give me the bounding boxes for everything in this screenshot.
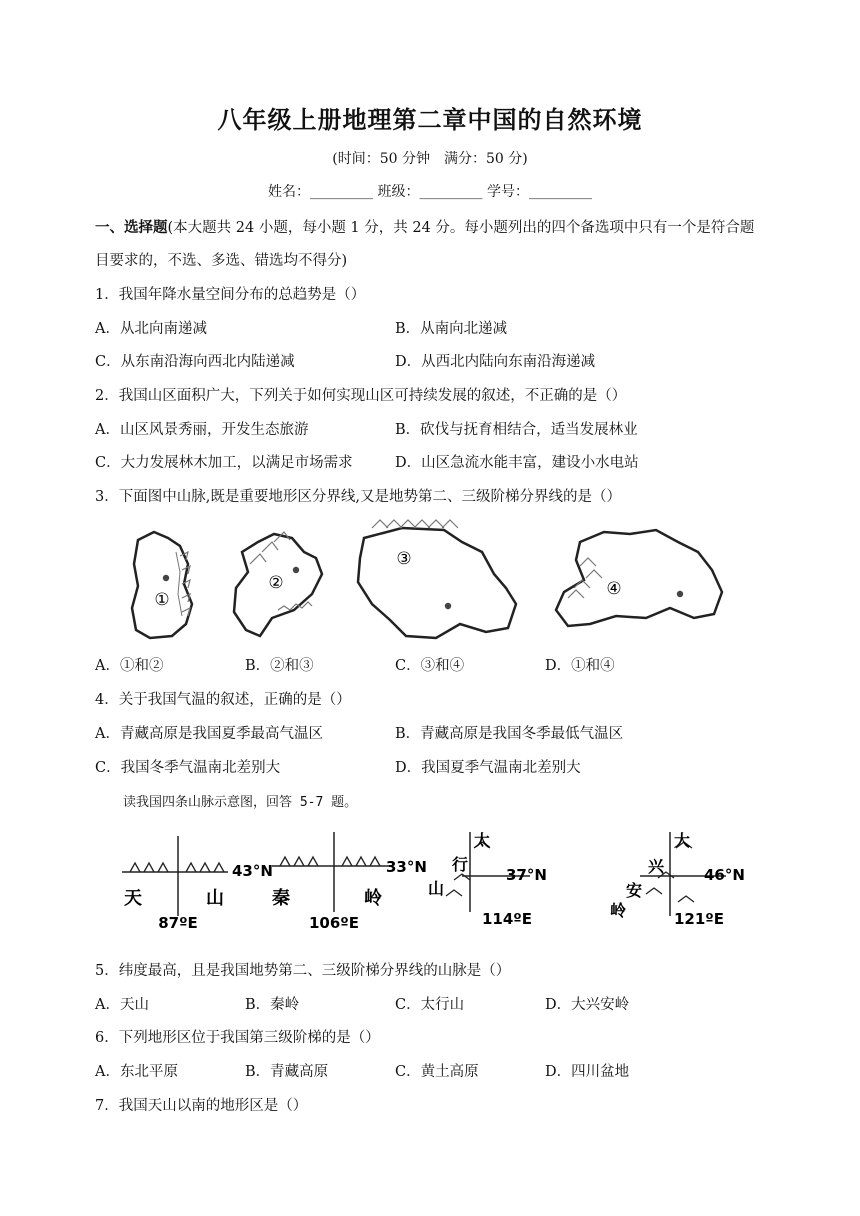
tianshan-label-right: 山 xyxy=(206,888,224,909)
q3-option-c: C．③和④ xyxy=(395,658,465,674)
q6-option-b: B．青藏高原 xyxy=(245,1064,329,1080)
q1-option-a: A．从北向南递减 xyxy=(95,321,207,337)
tianshan-label-left: 天 xyxy=(124,888,142,909)
q5-option-a: A．天山 xyxy=(95,997,149,1013)
daxinganling-char-3: 安 xyxy=(626,881,643,900)
q6-option-a: A．东北平原 xyxy=(95,1064,178,1080)
section-heading-line xyxy=(95,216,754,237)
qinling-lon: 106ºE xyxy=(308,914,360,932)
q5-option-c: C．太行山 xyxy=(395,997,465,1013)
map-label-2: ② xyxy=(268,573,284,593)
taihang-diagram xyxy=(428,831,547,928)
q1-option-c: C．从东南沿海向西北内陆递减 xyxy=(95,354,295,370)
taihang-lon: 114ºE xyxy=(482,910,533,928)
q6-option-c: C．黄土高原 xyxy=(395,1064,479,1080)
q2-option-a: A．山区风景秀丽，开发生态旅游 xyxy=(95,422,309,438)
q6-option-d: D．四川盆地 xyxy=(545,1064,630,1080)
taihang-char-3: 山 xyxy=(428,879,445,898)
taihang-char-2: 行 xyxy=(452,855,469,874)
daxinganling-char-1: 大 xyxy=(674,831,691,850)
qinling-label-left: 秦 xyxy=(272,888,290,909)
province-map-1 xyxy=(132,532,192,638)
daxinganling-lon: 121ºE xyxy=(674,910,725,928)
province-map-3 xyxy=(358,520,516,638)
question-7-stem: 7．我国天山以南的地形区是（） xyxy=(95,1098,308,1114)
question-5-stem: 5．纬度最高，且是我国地势第二、三级阶梯分界线的山脉是（） xyxy=(95,963,511,979)
tianshan-lat: 43°N xyxy=(232,862,273,880)
daxinganling-char-2: 兴 xyxy=(648,857,665,876)
province-map-2 xyxy=(234,532,322,636)
q2-option-c: C．大力发展林木加工，以满足市场需求 xyxy=(95,455,353,471)
daxinganling-lat: 46°N xyxy=(704,866,745,884)
tianshan-diagram xyxy=(122,836,273,932)
daxinganling-diagram xyxy=(610,831,745,928)
map-label-1: ① xyxy=(154,590,170,610)
taihang-lat: 37°N xyxy=(506,866,547,884)
taihang-char-1: 太 xyxy=(474,831,491,850)
q3-option-b: B．②和③ xyxy=(245,658,314,674)
q3-option-a: A．①和② xyxy=(95,658,164,674)
question-4-stem: 4．关于我国气温的叙述，正确的是（） xyxy=(95,692,351,708)
map-label-3: ③ xyxy=(396,549,412,569)
province-maps-figure xyxy=(110,512,730,644)
qinling-diagram xyxy=(272,832,427,932)
question-3-stem: 3．下面图中山脉,既是重要地形区分界线,又是地势第二、三级阶梯分界线的是（） xyxy=(95,489,621,505)
qinling-lat: 33°N xyxy=(386,858,427,876)
q4-option-c: C．我国冬季气温南北差别大 xyxy=(95,760,281,776)
question-2-stem: 2．我国山区面积广大，下列关于如何实现山区可持续发展的叙述，不正确的是（） xyxy=(95,388,627,404)
q1-option-d: D．从西北内陆向东南沿海递减 xyxy=(395,354,596,370)
q5-option-d: D．大兴安岭 xyxy=(545,997,630,1013)
section-heading: 一、选择题 xyxy=(95,219,168,236)
q5-option-b: B．秦岭 xyxy=(245,997,300,1013)
page-title: 八年级上册地理第二章中国的自然环境 xyxy=(217,105,643,134)
q3-option-d: D．①和④ xyxy=(545,658,615,674)
province-map-4 xyxy=(556,530,722,626)
daxinganling-char-4: 岭 xyxy=(610,901,627,920)
qinling-label-right: 岭 xyxy=(364,888,382,909)
q4-option-b: B．青藏高原是我国冬季最低气温区 xyxy=(395,726,624,742)
exam-time-score: (时间：50 分钟 满分：50 分) xyxy=(332,151,528,167)
question-6-stem: 6．下列地形区位于我国第三级阶梯的是（） xyxy=(95,1030,380,1046)
q4-option-a: A．青藏高原是我国夏季最高气温区 xyxy=(95,726,323,742)
q2-option-b: B．砍伐与抚育相结合，适当发展林业 xyxy=(395,422,638,438)
question-1-stem: 1．我国年降水量空间分布的总趋势是（） xyxy=(95,287,366,303)
student-info-line: 姓名：_________ 班级：_________ 学号：_________ xyxy=(268,184,592,200)
intro-questions-5-7: 读我国四条山脉示意图，回答 5-7 题。 xyxy=(123,795,358,810)
q4-option-d: D．我国夏季气温南北差别大 xyxy=(395,760,581,776)
tianshan-lon: 87ºE xyxy=(158,914,198,932)
section-instruction-2: 目要求的，不选、多选、错选均不得分) xyxy=(95,253,348,269)
map-label-4: ④ xyxy=(606,579,622,599)
mountain-schematic-figure xyxy=(110,828,760,934)
q2-option-d: D．山区急流水能丰富，建设小水电站 xyxy=(395,455,639,471)
q1-option-b: B．从南向北递减 xyxy=(395,321,508,337)
section-instruction-1: (本大题共 24 小题，每小题 1 分，共 24 分。每小题列出的四个备选项中只有一个是符合题 xyxy=(167,220,755,236)
